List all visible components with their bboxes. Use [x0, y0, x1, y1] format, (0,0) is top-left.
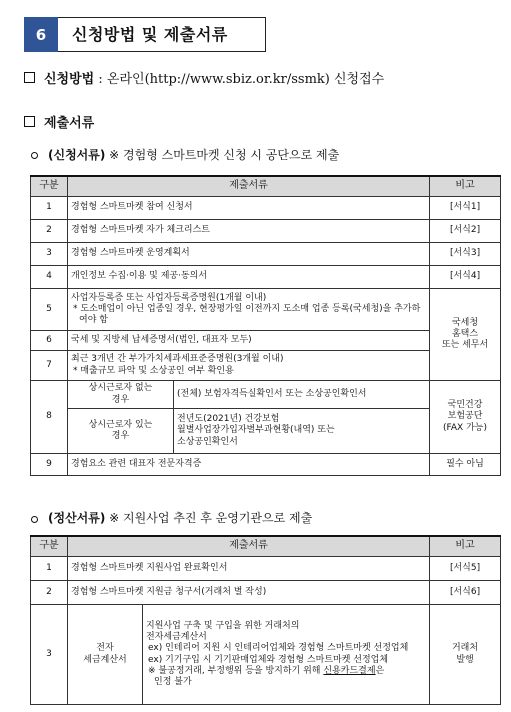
row-doc-subnote: * 매출규모 파악 및 소상공인 여부 확인용: [73, 365, 234, 376]
table-row: [31, 581, 501, 605]
table-row: [31, 220, 501, 243]
row-note: 국세청 홈택스 또는 세무서: [430, 289, 501, 381]
checkbox-square-icon: [24, 116, 35, 127]
section-number: 6: [24, 17, 58, 52]
warning-end: 인정 불가: [154, 677, 192, 687]
table-row: [31, 557, 501, 581]
row-note: [서식4]: [430, 266, 501, 289]
table-row: [31, 243, 501, 266]
row-doc: 경험형 스마트마켓 운영계획서: [68, 243, 430, 266]
header-doc: 제출서류: [68, 176, 430, 197]
row-doc: 경험형 스마트마켓 참여 신청서: [68, 197, 430, 220]
settlement-heading: [48, 509, 312, 526]
row-doc-main: 최근 3개년 간 부가가치세과세표준증명원(3개월 이내): [71, 354, 284, 365]
row-sublabel: 상시근로자 없는 경우: [68, 381, 174, 409]
application-note: ※ 경험형 스마트마켓 신청 시 공단으로 제출: [109, 148, 340, 162]
application-label: (신청서류): [48, 148, 106, 162]
row-number: 6: [31, 331, 68, 351]
row-note: [서식6]: [430, 581, 501, 605]
row-note: 필수 아님: [430, 454, 501, 476]
row-doc-main: 지원사업 구축 및 구입을 위한 거래처의 전자세금계산서: [146, 620, 300, 642]
row-doc-subnote: * 도소매업이 아닌 업종일 경우, 현장평가일 이전까지 도소매 업종 등록(국세청)을 추가하여야 함: [73, 303, 421, 326]
row-doc: (전체) 보험자격득실확인서 또는 소상공인확인서: [174, 381, 430, 409]
row-note: [서식3]: [430, 243, 501, 266]
warning-underlined: 신용카드결제: [323, 665, 376, 676]
row-doc-example: ex) 기기구입 시 기기판매업체와 경험형 스마트마켓 선정업체: [148, 654, 389, 665]
row-note: 국민건강 보험공단 (FAX 가능): [430, 381, 501, 454]
row-number: 1: [31, 557, 68, 581]
table-row: [31, 197, 501, 220]
circle-bullet-icon: [31, 516, 38, 523]
row-doc-warning: [146, 666, 426, 689]
row-number: 5: [31, 289, 68, 331]
row-doc: 경험형 스마트마켓 지원금 청구서(거래처 별 작성): [68, 581, 430, 605]
table-header-row: [31, 536, 501, 557]
method-label: 신청방법: [44, 72, 95, 87]
row-note: [서식5]: [430, 557, 501, 581]
table-row: [31, 289, 501, 331]
row-doc-main: 사업자등록증 또는 사업자등록증명원(1개월 이내): [71, 292, 267, 303]
circle-bullet-icon: [31, 152, 38, 159]
header-no: 구분: [31, 176, 68, 197]
row-doc: 경험형 스마트마켓 자가 체크리스트: [68, 220, 430, 243]
row-doc: 전년도(2021년) 건강보험 월별사업장가입자별부과현황(내역) 또는 소상공인확인서: [174, 409, 430, 454]
method-text: 온라인(http://www.sbiz.or.kr/ssmk) 신청접수: [106, 72, 385, 87]
settlement-label: (정산서류): [48, 511, 106, 525]
row-doc: 개인정보 수집·이용 및 제공·동의서: [68, 266, 430, 289]
settlement-table: [30, 535, 501, 705]
row-number: 3: [31, 605, 68, 705]
row-note: 거래처 발행: [430, 605, 501, 705]
row-doc: [68, 289, 430, 331]
application-heading: [48, 146, 339, 163]
docs-heading: 제출서류: [44, 116, 95, 131]
row-number: 1: [31, 197, 68, 220]
warning-particle: 은: [375, 665, 385, 676]
row-note: [서식1]: [430, 197, 501, 220]
table-row: [31, 381, 501, 409]
settlement-note: ※ 지원사업 추진 후 운영기관으로 제출: [109, 511, 313, 525]
section-title: 신청방법 및 제출서류: [72, 25, 228, 44]
header-doc: 제출서류: [68, 536, 430, 557]
row-number: 8: [31, 381, 68, 454]
row-number: 2: [31, 220, 68, 243]
row-number: 2: [31, 581, 68, 605]
row-doc: [68, 351, 430, 381]
header-no: 구분: [31, 536, 68, 557]
checkbox-square-icon: [24, 72, 35, 83]
warning-text: ※ 불공정거래, 부정행위 등을 방지하기 위해: [148, 665, 324, 676]
method-line: [44, 68, 384, 87]
header-note: 비고: [430, 176, 501, 197]
row-note: [서식2]: [430, 220, 501, 243]
row-doc: 국세 및 지방세 납세증명서(법인, 대표자 모두): [68, 331, 430, 351]
row-sublabel: 상시근로자 있는 경우: [68, 409, 174, 454]
row-doc: 경험형 스마트마켓 지원사업 완료확인서: [68, 557, 430, 581]
row-number: 3: [31, 243, 68, 266]
table-header-row: [31, 176, 501, 197]
method-colon: :: [94, 72, 107, 87]
row-number: 9: [31, 454, 68, 476]
row-doc: 경험요소 관련 대표자 전문자격증: [68, 454, 430, 476]
table-row: [31, 266, 501, 289]
header-note: 비고: [430, 536, 501, 557]
row-number: 7: [31, 351, 68, 381]
row-sublabel: 전자 세금계산서: [68, 605, 143, 705]
row-doc: [143, 605, 430, 705]
table-row: [31, 454, 501, 476]
table-row: [31, 605, 501, 705]
row-number: 4: [31, 266, 68, 289]
row-doc-example: ex) 인테리어 지원 시 인테리어업체와 경험형 스마트마켓 선정업체: [148, 643, 409, 654]
application-table: [30, 175, 501, 476]
